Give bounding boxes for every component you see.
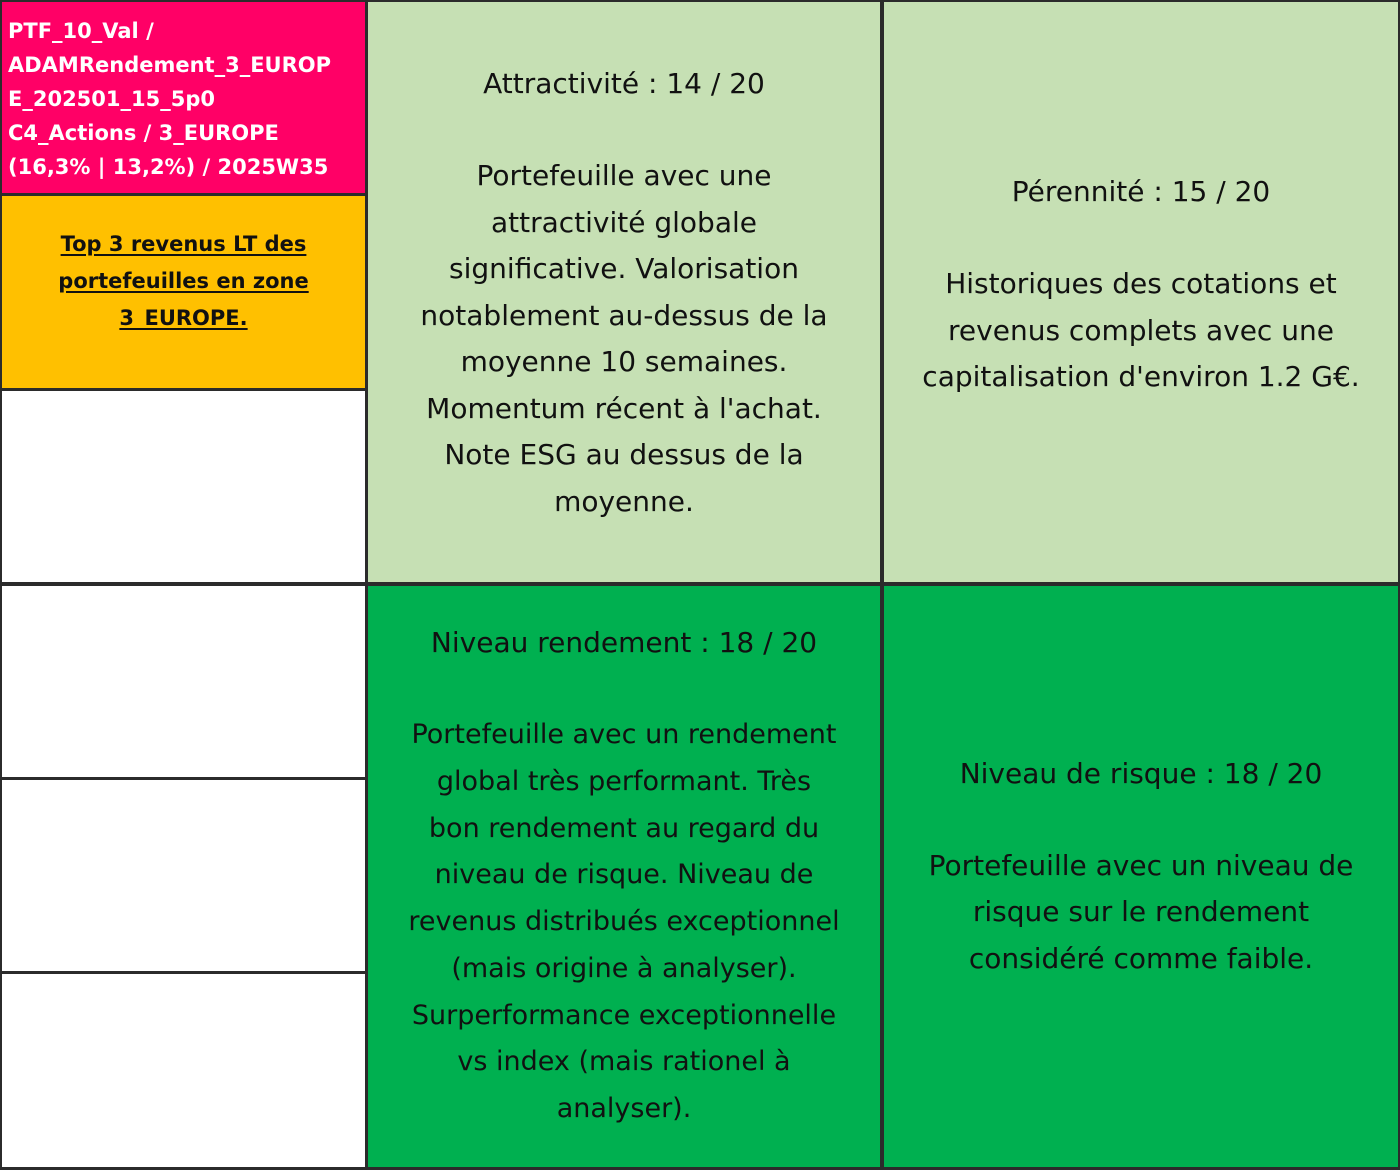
rendement-description: Portefeuille avec un rendement global très performant. Très bon rendement au regard du niveau de risque. Niveau de revenus distribués exceptionnel (mais origine à analyser). Surperformance exceptionnelle vs index (mais rationel à analyser).: [408, 718, 840, 1125]
risque-title: Niveau de risque : 18 / 20: [959, 756, 1323, 790]
rendement-cell[interactable]: [368, 586, 880, 1167]
risque-cell[interactable]: [884, 586, 1398, 1167]
portfolio-header-text: PTF_10_Val / ADAMRendement_3_EUROP E_202501_15_5p0 C4_Actions / 3_EUROPE (16,3% | 13,2%) / 2025W35: [8, 19, 332, 179]
attractivite-title: Attractivité : 14 / 20: [483, 67, 765, 100]
empty-cell-1[interactable]: [2, 391, 365, 582]
report-title-cell[interactable]: [2, 196, 365, 388]
empty-cell-2[interactable]: [2, 586, 365, 777]
perennite-title: Pérennité : 15 / 20: [1011, 175, 1271, 209]
risque-description: Portefeuille avec un niveau de risque sur le rendement considéré comme faible.: [928, 848, 1354, 975]
attractivite-description: Portefeuille avec une attractivité globale significative. Valorisation notablement au-dessus de la moyenne 10 semaines. Momentum récent à l'achat. Note ESG au dessus de la moyenne.: [420, 159, 828, 518]
rendement-title: Niveau rendement : 18 / 20: [430, 625, 818, 659]
perennite-cell[interactable]: [884, 2, 1398, 582]
portfolio-header-cell[interactable]: [2, 2, 365, 193]
attractivite-cell[interactable]: [368, 2, 880, 582]
empty-cell-4[interactable]: [2, 974, 365, 1167]
perennite-description: Historiques des cotations et revenus complets avec une capitalisation d'environ 1.2 G€.: [922, 267, 1360, 394]
report-title-text: Top 3 revenus LT des portefeuilles en zone 3_EUROPE.: [58, 231, 309, 330]
empty-cell-3[interactable]: [2, 780, 365, 971]
